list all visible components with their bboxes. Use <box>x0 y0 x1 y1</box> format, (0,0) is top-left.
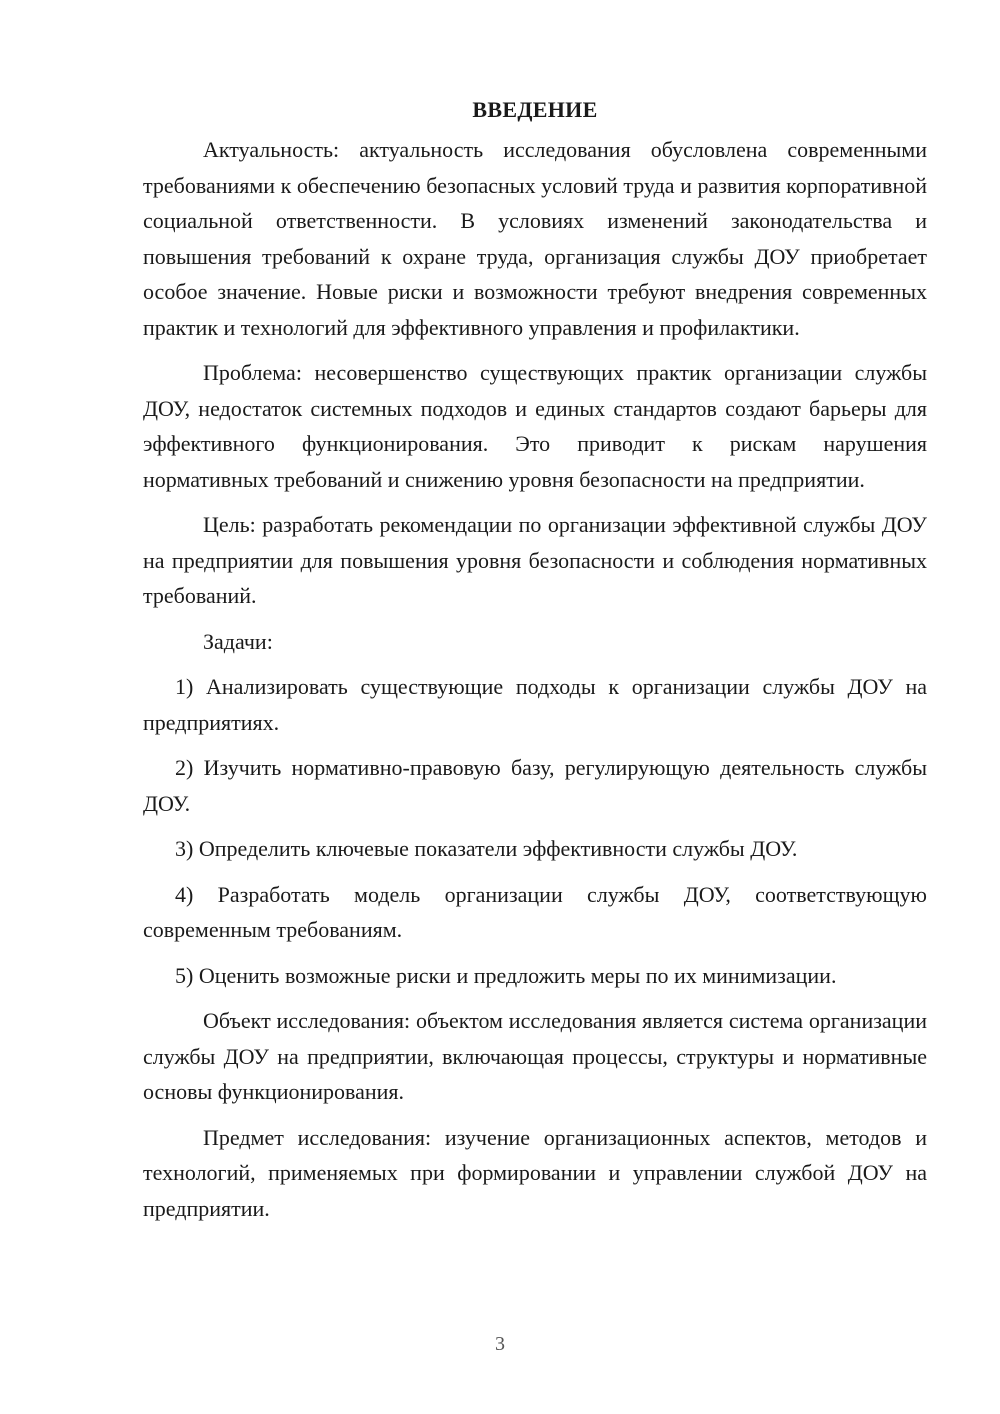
paragraph-goal: Цель: разработать рекомендации по организации эффективной службы ДОУ на предприятии для повышения уровня безопасности и соблюдения нормативных требований. <box>143 512 927 608</box>
document-page <box>143 92 927 1236</box>
tasks-list <box>143 669 927 993</box>
paragraph-subject: Предмет исследования: изучение организационных аспектов, методов и технологий, применяемых при формировании и управлении службой ДОУ на предприятии. <box>143 1124 927 1221</box>
task-item: 3) Определить ключевые показатели эффективности службы ДОУ. <box>175 836 798 861</box>
task-item: 5) Оценить возможные риски и предложить меры по их минимизации. <box>175 962 837 988</box>
paragraph-problem: Проблема: несовершенство существующих практик организации службы ДОУ, недостаток системных подходов и единых стандартов создают барьеры для эффективного функционирования. Это приводит к рискам нарушения нормативных требований и снижению уровня безопасности на предприятии. <box>143 360 927 492</box>
page-number: 3 <box>495 1333 505 1355</box>
task-item: 4) Разработать модель организации службы ДОУ, соответствующую современным требованиям. <box>143 881 927 942</box>
task-item: 2) Изучить нормативно-правовую базу, регулирующую деятельность службы ДОУ. <box>143 755 927 816</box>
paragraph-object: Объект исследования: объектом исследования является система организации службы ДОУ на предприятии, включающая процессы, структуры и нормативные основы функционирования. <box>143 1008 927 1104</box>
paragraph-relevance: Актуальность: актуальность исследования обусловлена современными требованиями к обеспечению безопасных условий труда и развития корпоративной социальной ответственности. В условиях изменений законодательства и повышения требований к охране труда, организация службы ДОУ приобретает особое значение. Новые риски и возможности требуют внедрения современных практик и технологий для эффективного управления и профилактики. <box>143 137 927 340</box>
tasks-heading: Задачи: <box>203 628 273 654</box>
task-item: 1) Анализировать существующие подходы к организации службы ДОУ на предприятиях. <box>143 674 927 735</box>
section-title: ВВЕДЕНИЕ <box>472 97 598 122</box>
